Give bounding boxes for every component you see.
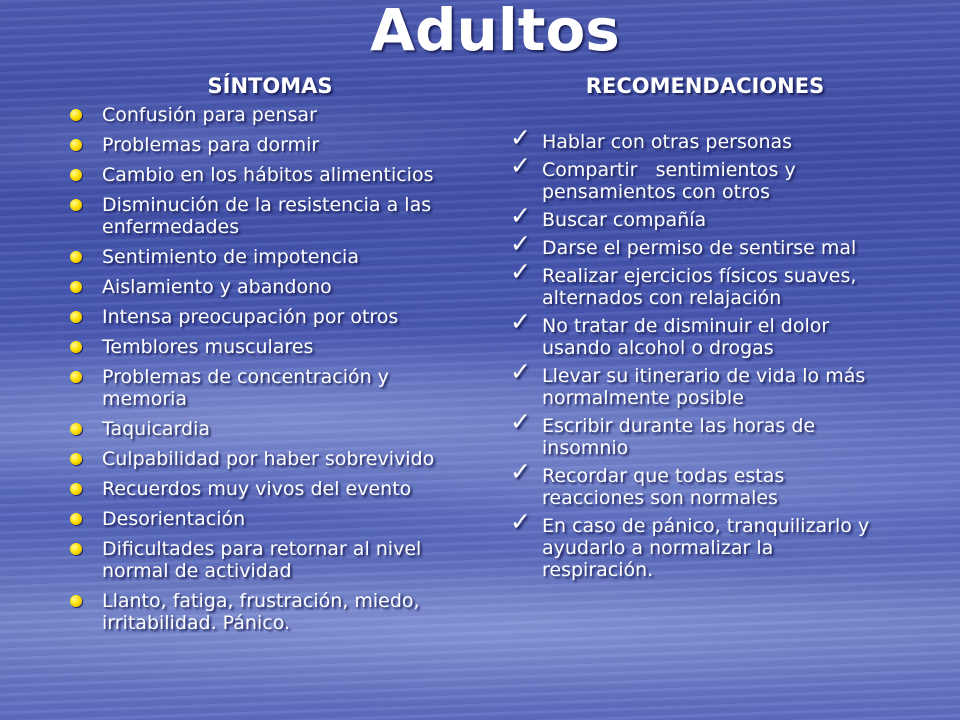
recomendacion-text: Recordar que todas estas reacciones son normales [542,465,785,509]
sintoma-text: Aislamiento y abandono [102,276,332,298]
sintomas-list [70,104,460,642]
bullet-icon [70,371,82,383]
bullet-icon [70,251,82,263]
sintoma-text: Disminución de la resistencia a las enfermedades [102,194,432,238]
bullet-icon [70,199,82,211]
recomendaciones-heading: RECOMENDACIONES [585,74,825,98]
sintoma-item [70,448,460,470]
bullet-icon [70,513,82,525]
sintoma-text: Recuerdos muy vivos del evento [102,478,412,500]
sintoma-text: Taquicardia [102,418,211,440]
recomendacion-item [510,151,880,203]
recomendacion-item [510,407,880,459]
bullet-icon [70,543,82,555]
recomendacion-item [510,123,880,153]
sintoma-text: Temblores musculares [102,336,314,358]
sintoma-text: Confusión para pensar [102,104,317,126]
checkmark-icon: ✓ [510,201,531,230]
sintoma-item [70,134,460,156]
sintoma-text: Intensa preocupación por otros [102,306,399,328]
recomendacion-item [510,357,880,409]
sintoma-item [70,478,460,500]
sintoma-item [70,418,460,440]
recomendacion-item [510,201,880,231]
sintoma-item [70,276,460,298]
recomendacion-item [510,307,880,359]
bullet-icon [70,311,82,323]
sintoma-text: Cambio en los hábitos alimenticios [102,164,434,186]
bullet-icon [70,281,82,293]
sintoma-text: Desorientación [102,508,246,530]
recomendacion-text: Hablar con otras personas [542,131,793,153]
sintoma-item [70,306,460,328]
checkmark-icon: ✓ [510,307,531,336]
sintoma-item [70,366,460,410]
recomendacion-text: Compartir sentimientos y pensamientos con otros [542,159,802,203]
sintoma-item [70,104,460,126]
sintoma-item [70,246,460,268]
bullet-icon [70,453,82,465]
recomendacion-text: En caso de pánico, tranquilizarlo y ayudarlo a normalizar la respiración. [542,515,870,581]
bullet-icon [70,595,82,607]
sintoma-text: Sentimiento de impotencia [102,246,359,268]
sintoma-text: Problemas para dormir [102,134,320,156]
sintoma-item [70,194,460,238]
bullet-icon [70,139,82,151]
recomendacion-item [510,507,880,581]
sintomas-heading: SÍNTOMAS [207,74,333,98]
recomendacion-text: Darse el permiso de sentirse mal [542,237,857,259]
sintoma-item [70,590,460,634]
recomendacion-item [510,257,880,309]
checkmark-icon: ✓ [510,407,531,436]
recomendacion-text: No tratar de disminuir el dolor usando alcohol o drogas [542,315,830,359]
bullet-icon [70,341,82,353]
sintoma-text: Dificultades para retornar al nivel normal de actividad [102,538,422,582]
recomendaciones-list [510,123,880,587]
slide-title: Adultos [370,0,620,64]
recomendacion-text: Escribir durante las horas de insomnio [542,415,816,459]
checkmark-icon: ✓ [510,151,531,180]
recomendacion-item [510,457,880,509]
checkmark-icon: ✓ [510,257,531,286]
recomendacion-text: Buscar compañía [542,209,707,231]
checkmark-icon: ✓ [510,457,531,486]
bullet-icon [70,109,82,121]
checkmark-icon: ✓ [510,123,531,152]
sintoma-text: Problemas de concentración y memoria [102,366,389,410]
recomendacion-item [510,229,880,259]
recomendacion-text: Llevar su itinerario de vida lo más normalmente posible [542,365,866,409]
sintoma-item [70,336,460,358]
recomendacion-text: Realizar ejercicios físicos suaves, alternados con relajación [542,265,857,309]
checkmark-icon: ✓ [510,357,531,386]
sintoma-text: Culpabilidad por haber sobrevivido [102,448,435,470]
bullet-icon [70,483,82,495]
sintoma-item [70,508,460,530]
sintoma-item [70,538,460,582]
checkmark-icon: ✓ [510,507,531,536]
bullet-icon [70,169,82,181]
checkmark-icon: ✓ [510,229,531,258]
sintoma-item [70,164,460,186]
sintoma-text: Llanto, fatiga, frustración, miedo, irritabilidad. Pánico. [102,590,420,634]
bullet-icon [70,423,82,435]
